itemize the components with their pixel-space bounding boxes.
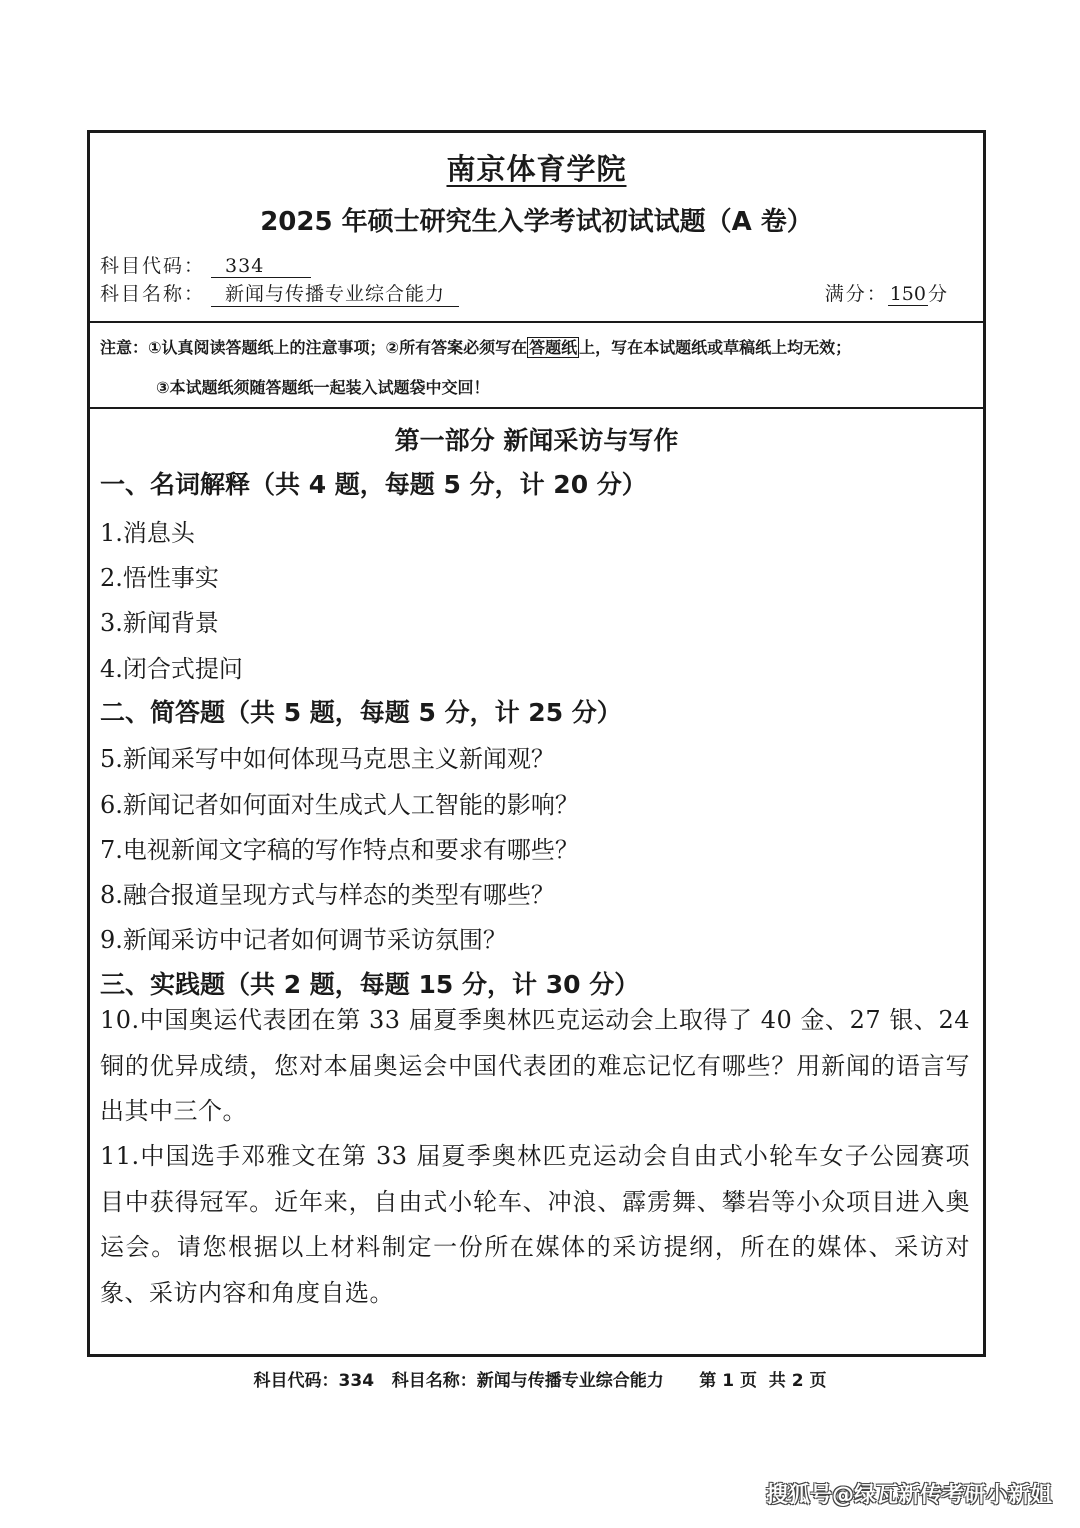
notice-line-1 xyxy=(100,335,851,358)
notice-text-b: 上，写在本试题纸或草稿纸上均无效； xyxy=(579,338,852,357)
part-title: 第一部分 新闻采访与写作 xyxy=(394,426,679,455)
question-item: 8.融合报道呈现方式与样态的类型有哪些？ xyxy=(100,881,555,909)
notice-line-2: ③本试题纸须随答题纸一起装入试题袋中交回！ xyxy=(156,378,490,397)
section-title: 一、名词解释（共 4 题，每题 5 分，计 20 分） xyxy=(100,470,647,499)
question-item: 6.新闻记者如何面对生成式人工智能的影响？ xyxy=(100,791,579,819)
question-item: 3.新闻背景 xyxy=(100,609,219,637)
page-footer: 科目代码：334 科目名称：新闻与传播专业综合能力 第 1 页 共 2 页 xyxy=(253,1371,827,1391)
question-paragraph: 10.中国奥运代表团在第 33 届夏季奥林匹克运动会上取得了 40 金、27 银、24 铜的优异成绩，您对本届奥运会中国代表团的难忘记忆有哪些？用新闻的语言写出其中三个。 xyxy=(100,1006,970,1125)
full-score-unit: 分 xyxy=(927,283,949,305)
question-item: 9.新闻采访中记者如何调节采访氛围？ xyxy=(100,926,507,954)
full-score-value: 150 xyxy=(889,283,926,305)
exam-frame xyxy=(87,130,986,1357)
full-score-label: 满分： xyxy=(824,283,888,305)
notice-box xyxy=(90,323,983,409)
question-paragraph: 11.中国选手邓雅文在第 33 届夏季奥林匹克运动会自由式小轮车女子公园赛项目中获得冠军。近年来，自由式小轮车、冲浪、霹雳舞、攀岩等小众项目进入奥运会。请您根据以上材料制定一份所在媒体的采访提纲，所在的媒体、采访对象、采访内容和角度自选。 xyxy=(100,1142,970,1307)
subject-code-row xyxy=(100,251,311,278)
subject-name-row xyxy=(100,279,459,307)
question-item: 1.消息头 xyxy=(100,519,195,547)
question-item: 5.新闻采写中如何体现马克思主义新闻观？ xyxy=(100,745,555,773)
subject-code-value: 334 xyxy=(211,255,311,278)
question-item: 2.悟性事实 xyxy=(100,564,219,592)
section-title: 二、简答题（共 5 题，每题 5 分，计 25 分） xyxy=(100,698,622,727)
watermark: 搜狐号@绿瓦新传考研小新姐 xyxy=(765,1483,1052,1508)
subject-name-value: 新闻与传播专业综合能力 xyxy=(211,279,459,307)
notice-text-a: 注意：①认真阅读答题纸上的注意事项；②所有答案必须写在 xyxy=(100,338,528,357)
question-item: 7.电视新闻文字稿的写作特点和要求有哪些？ xyxy=(100,836,579,864)
exam-title: 2025 年硕士研究生入学考试初试试题（A 卷） xyxy=(260,207,813,237)
exam-header xyxy=(90,133,983,323)
subject-code-label: 科目代码： xyxy=(100,255,206,277)
full-score xyxy=(825,279,949,306)
question-item: 4.闭合式提问 xyxy=(100,655,243,683)
answer-sheet-boxed-text: 答题纸 xyxy=(529,338,578,357)
section-title: 三、实践题（共 2 题，每题 15 分，计 30 分） xyxy=(100,970,640,999)
subject-name-label: 科目名称： xyxy=(100,283,206,305)
school-name: 南京体育学院 xyxy=(446,152,627,186)
